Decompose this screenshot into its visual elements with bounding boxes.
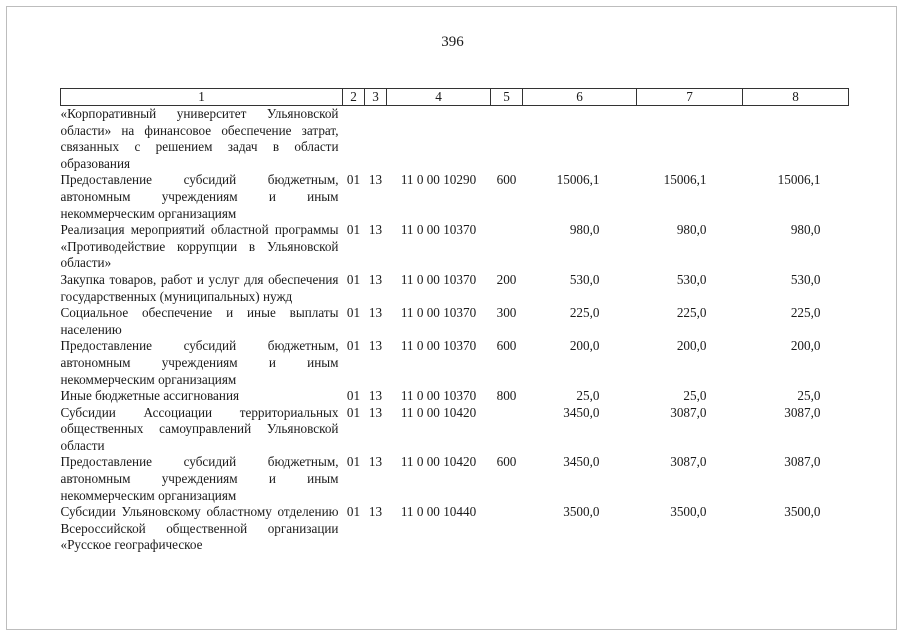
row-value-col6: 15006,1 — [556, 172, 600, 188]
row-section: 01 — [346, 454, 361, 470]
row-value-col8: 225,0 — [790, 305, 821, 321]
header-col-4: 4 — [387, 89, 491, 106]
row-value-col7 — [637, 106, 743, 173]
row-section: 01 — [346, 222, 361, 238]
row-subsection: 13 — [368, 388, 383, 404]
row-value-col8: 15006,1 — [777, 172, 821, 188]
row-value-col6: 530,0 — [569, 271, 600, 287]
row-name: «Корпоративный университет Ульяновской области» на финансовое обеспечение затрат, связанных с решением задач в области образования — [60, 106, 339, 171]
row-value-col8 — [743, 106, 849, 173]
row-target-code: 11 0 00 10370 — [400, 305, 477, 321]
row-subsection: 13 — [368, 305, 383, 321]
row-name: Закупка товаров, работ и услуг для обеспечения государственных (муниципальных) нужд — [60, 271, 339, 304]
row-value-col7: 15006,1 — [663, 172, 707, 188]
row-value-col7: 225,0 — [676, 305, 707, 321]
row-expense-type — [491, 222, 523, 272]
row-value-col6: 980,0 — [569, 222, 600, 238]
header-col-5: 5 — [491, 89, 523, 106]
header-col-8: 8 — [743, 89, 849, 106]
row-section: 01 — [346, 388, 361, 404]
row-target-code: 11 0 00 10370 — [400, 338, 477, 354]
table-row — [61, 338, 849, 388]
row-value-col6: 3450,0 — [563, 404, 600, 420]
table-row — [61, 305, 849, 338]
row-subsection: 13 — [368, 338, 383, 354]
row-name: Субсидии Ассоциации территориальных общественных самоуправлений Ульяновской области — [60, 404, 339, 453]
row-expense-type — [491, 504, 523, 554]
row-expense-type: 300 — [496, 305, 517, 321]
row-section — [343, 106, 365, 173]
row-name: Социальное обеспечение и иные выплаты населению — [60, 305, 339, 337]
row-name: Предоставление субсидий бюджетным, автономным учреждениям и иным некоммерческим организациям — [60, 172, 339, 221]
row-subsection: 13 — [368, 504, 383, 520]
row-target-code — [387, 106, 491, 173]
row-value-col8: 25,0 — [797, 388, 821, 404]
row-value-col7: 3500,0 — [670, 504, 707, 520]
row-expense-type — [491, 106, 523, 173]
row-value-col8: 3087,0 — [784, 454, 821, 470]
table-row — [61, 388, 849, 405]
header-col-3: 3 — [365, 89, 387, 106]
row-value-col7: 3087,0 — [670, 454, 707, 470]
row-value-col7: 530,0 — [676, 271, 707, 287]
row-expense-type: 600 — [496, 338, 517, 354]
header-col-1: 1 — [61, 89, 343, 106]
table-row — [61, 222, 849, 272]
row-expense-type: 600 — [496, 172, 517, 188]
row-value-col8: 980,0 — [790, 222, 821, 238]
budget-table — [60, 88, 849, 554]
row-subsection: 13 — [368, 222, 383, 238]
row-name: Реализация мероприятий областной программы «Противодействие коррупции в Ульяновской области» — [60, 222, 339, 271]
row-expense-type: 200 — [496, 271, 517, 287]
row-value-col8: 200,0 — [790, 338, 821, 354]
row-section: 01 — [346, 504, 361, 520]
row-target-code: 11 0 00 10290 — [400, 172, 477, 188]
row-section: 01 — [346, 338, 361, 354]
row-value-col6: 3500,0 — [563, 504, 600, 520]
row-value-col6: 3450,0 — [563, 454, 600, 470]
row-value-col6 — [523, 106, 637, 173]
row-section: 01 — [346, 172, 361, 188]
row-target-code: 11 0 00 10420 — [400, 404, 477, 420]
row-section: 01 — [346, 271, 361, 287]
row-subsection: 13 — [368, 271, 383, 287]
row-subsection: 13 — [368, 404, 383, 420]
row-name: Предоставление субсидий бюджетным, автономным учреждениям и иным некоммерческим организациям — [60, 454, 339, 503]
row-subsection: 13 — [368, 454, 383, 470]
row-value-col8: 3087,0 — [784, 404, 821, 420]
row-subsection: 13 — [368, 172, 383, 188]
row-section: 01 — [346, 404, 361, 420]
row-value-col7: 25,0 — [683, 388, 707, 404]
row-target-code: 11 0 00 10370 — [400, 222, 477, 238]
row-target-code: 11 0 00 10370 — [400, 271, 477, 287]
table-row — [61, 106, 849, 173]
row-value-col8: 3500,0 — [784, 504, 821, 520]
table-row — [61, 504, 849, 554]
row-name: Субсидии Ульяновскому областному отделению Всероссийской общественной организации «Русское географическое — [60, 504, 339, 553]
header-col-2: 2 — [343, 89, 365, 106]
row-value-col8: 530,0 — [790, 271, 821, 287]
page-number: 396 — [441, 34, 464, 50]
row-section: 01 — [346, 305, 361, 321]
header-col-7: 7 — [637, 89, 743, 106]
row-expense-type — [491, 405, 523, 455]
table-row — [61, 454, 849, 504]
row-value-col6: 200,0 — [569, 338, 600, 354]
row-target-code: 11 0 00 10420 — [400, 454, 477, 470]
table-row — [61, 172, 849, 222]
row-subsection — [365, 106, 387, 173]
row-expense-type: 600 — [496, 454, 517, 470]
row-expense-type: 800 — [496, 388, 517, 404]
row-value-col7: 200,0 — [676, 338, 707, 354]
row-value-col6: 225,0 — [569, 305, 600, 321]
header-row — [61, 89, 849, 106]
table-row — [61, 405, 849, 455]
row-name: Предоставление субсидий бюджетным, автономным учреждениям и иным некоммерческим организациям — [60, 338, 339, 387]
row-value-col7: 980,0 — [676, 222, 707, 238]
row-target-code: 11 0 00 10370 — [400, 388, 477, 404]
row-value-col6: 25,0 — [576, 388, 600, 404]
row-value-col7: 3087,0 — [670, 404, 707, 420]
header-col-6: 6 — [523, 89, 637, 106]
row-name: Иные бюджетные ассигнования — [60, 388, 240, 404]
table-row — [61, 272, 849, 305]
row-target-code: 11 0 00 10440 — [400, 504, 477, 520]
